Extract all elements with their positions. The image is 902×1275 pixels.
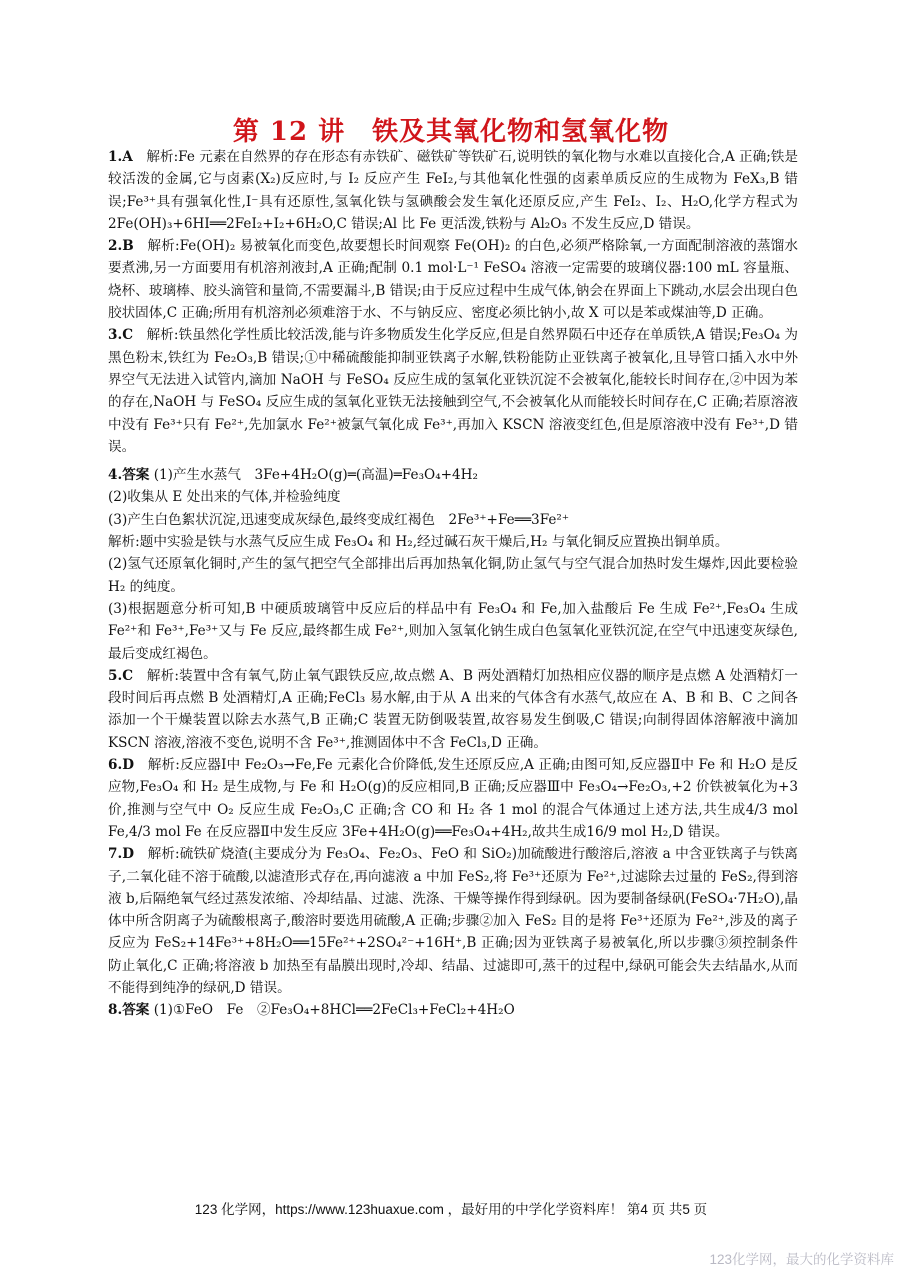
paragraph-text: 解析:反应器Ⅰ中 Fe₂O₃→Fe,Fe 元素化合价降低,发生还原反应,A 正确;由图可知,反应器Ⅱ中 Fe 和 H₂O 是反应物,Fe₃O₄ 和 H₂ 是生成物,与 Fe 和 H₂O(g)的反应相同,B 正确;反应器Ⅲ中 Fe₃O₄→Fe₂O₃,+2 价铁被氧化为+3 价,推测与空气中 O₂ 反应生成 Fe₂O₃,C 正确;含 CO 和 H₂ 各 1 mol 的混合气体通过上述方法,共生成4/3 mol Fe,4/3 mol Fe 在反应器Ⅱ中发生反应 3Fe+4H₂O(g)══Fe₃O₄+4H₂,故共生成16/9 mol H₂,D 错误。: [108, 757, 798, 840]
answer-number: 3.C: [108, 327, 134, 344]
paragraph: [108, 486, 798, 508]
answer-number: 8.答案: [108, 1002, 150, 1019]
paragraph: [108, 509, 798, 531]
paragraph: [108, 531, 798, 553]
paragraph: [108, 999, 798, 1021]
paragraph: [108, 553, 798, 598]
answer-number: 7.D: [108, 846, 134, 863]
paragraph-text: 解析:装置中含有氧气,防止氧气跟铁反应,故点燃 A、B 两处酒精灯加热相应仪器的顺序是点燃 A 处酒精灯一段时间后再点燃 B 处酒精灯,A 正确;FeCl₃ 易水解,由于从 A 出来的气体含有水蒸气,故应在 A、B 和 B、C 之间各添加一个干燥装置以除去水蒸气,B 正确;C 装置无防倒吸装置,故容易发生倒吸,C 错误;向制得固体溶解液中滴加 KSCN 溶液,溶液不变色,说明不含 Fe³⁺,推测固体中不含 FeCl₃,D 正确。: [108, 667, 798, 751]
paragraph: [108, 324, 798, 458]
paragraph-text: 解析:Fe 元素在自然界的存在形态有赤铁矿、磁铁矿等铁矿石,说明铁的氧化物与水难以直接化合,A 正确;铁是较活泼的金属,它与卤素(X₂)反应时,与 I₂ 反应产生 FeI₂,与其他氧化性强的卤素单质反应的生成物为 FeX₃,B 错误;Fe³⁺具有强氧化性,I⁻具有还原性,氢氧化铁与氢碘酸会发生氧化还原反应,产生 FeI₂、I₂、H₂O,化学方程式为 2Fe(OH)₃+6HI══2FeI₂+I₂+6H₂O,C 错误;Al 比 Fe 更活泼,铁粉与 Al₂O₃ 不发生反应,D 错误。: [108, 149, 798, 232]
page-title: 第 12 讲 铁及其氧化物和氢氧化物: [232, 117, 670, 147]
page-footer: 123 化学网，https://www.123huaxue.com ，最好用的中学化学资料库！ 第4 页 共5 页: [194, 1202, 708, 1217]
paragraph-text: (3)根据题意分析可知,B 中硬质玻璃管中反应后的样品中有 Fe₃O₄ 和 Fe,加入盐酸后 Fe 生成 Fe²⁺,Fe₃O₄ 生成 Fe²⁺和 Fe³⁺,Fe³⁺又与 Fe 反应,最终都生成 Fe²⁺,则加入氢氧化钠生成白色氢氧化亚铁沉淀,在空气中迅速变灰绿色,最后变成红褐色。: [108, 600, 798, 662]
paragraph-text: 解析:Fe(OH)₂ 易被氧化而变色,故要想长时间观察 Fe(OH)₂ 的白色,必须严格除氧,一方面配制溶液的蒸馏水要煮沸,另一方面要用有机溶剂液封,A 正确;配制 0.1 mol·L⁻¹ FeSO₄ 溶液一定需要的玻璃仪器:100 mL 容量瓶、烧杯、玻璃棒、胶头滴管和量筒,不需要漏斗,B 错误;由于反应过程中生成气体,钠会在界面上下跳动,水层会出现白色胶状固体,C 正确;所用有机溶剂必须难溶于水、不与钠反应、密度必须比钠小,故 X 可以是苯或煤油等,D 正确。: [108, 238, 798, 322]
paragraph-text: (2)氢气还原氧化铜时,产生的氢气把空气全部排出后再加热氧化铜,防止氢气与空气混合加热时发生爆炸,因此要检验 H₂ 的纯度。: [108, 556, 798, 595]
answer-number: 5.C: [108, 667, 134, 684]
paragraph-text: (3)产生白色絮状沉淀,迅速变成灰绿色,最终变成红褐色 2Fe³⁺+Fe══3Fe²⁺: [108, 511, 570, 528]
paragraph: [108, 843, 798, 999]
document-body: [108, 146, 798, 1022]
paragraph-text: 解析:题中实验是铁与水蒸气反应生成 Fe₃O₄ 和 H₂,经过碱石灰干燥后,H₂ 与氧化铜反应置换出铜单质。: [108, 534, 729, 551]
paragraph-text: (2)收集从 E 处出来的气体,并检验纯度: [108, 489, 341, 506]
answer-number: 1.A: [108, 149, 133, 165]
paragraph: [108, 146, 798, 235]
paragraph: [108, 754, 798, 843]
answer-number: 4.答案: [108, 467, 150, 484]
answer-number: 2.B: [108, 238, 134, 255]
paragraph-text: (1)产生水蒸气 3Fe+4H₂O(g)═(高温)═Fe₃O₄+4H₂: [149, 467, 478, 484]
paragraph-text: 解析:铁虽然化学性质比较活泼,能与许多物质发生化学反应,但是自然界陨石中还存在单质铁,A 错误;Fe₃O₄ 为黑色粉末,铁红为 Fe₂O₃,B 错误;①中稀硫酸能抑制亚铁离子水解,铁粉能防止亚铁离子被氧化,且导管口插入水中外界空气无法进入试管内,滴加 NaOH 与 FeSO₄ 反应生成的氢氧化亚铁沉淀不会被氧化,能较长时间存在,②中因为苯的存在,NaOH 与 FeSO₄ 反应生成的氢氧化亚铁无法接触到空气,不会被氧化从而能较长时间存在,C 正确;若原溶液中没有 Fe³⁺只有 Fe²⁺,先加氯水 Fe²⁺被氯气氧化成 Fe³⁺,再加入 KSCN 溶液变红色,但是原溶液中没有 Fe³⁺,D 错误。: [108, 327, 798, 455]
site-watermark: 123化学网，最大的化学资料库: [709, 1252, 894, 1267]
paragraph: [108, 235, 798, 324]
paragraph-text: (1)①FeO Fe ②Fe₃O₄+8HCl══2FeCl₃+FeCl₂+4H₂O: [149, 1002, 515, 1019]
paragraph: [108, 598, 798, 665]
paragraph: [108, 464, 798, 486]
answer-number: 6.D: [108, 757, 134, 774]
paragraph: [108, 665, 798, 754]
paragraph-text: 解析:硫铁矿烧渣(主要成分为 Fe₃O₄、Fe₂O₃、FeO 和 SiO₂)加硫酸进行酸溶后,溶液 a 中含亚铁离子与铁离子,二氧化硅不溶于硫酸,以滤渣形式存在,再向滤液 a 中加 FeS₂,将 Fe³⁺还原为 Fe²⁺,过滤除去过量的 FeS₂,得到溶液 b,后隔绝氧气经过蒸发浓缩、冷却结晶、过滤、洗涤、干燥等操作得到绿矾。因为要制备绿矾(FeSO₄·7H₂O),晶体中所含阴离子为硫酸根离子,酸溶时要选用硫酸,A 正确;步骤②加入 FeS₂ 目的是将 Fe³⁺还原为 Fe²⁺,涉及的离子反应为 FeS₂+14Fe³⁺+8H₂O══15Fe²⁺+2SO₄²⁻+16H⁺,B 正确;因为亚铁离子易被氧化,所以步骤③须控制条件防止氧化,C 正确;将溶液 b 加热至有晶膜出现时,冷却、结晶、过滤即可,蒸干的过程中,绿矾可能会失去结晶水,从而不能得到纯净的绿矾,D 错误。: [108, 846, 798, 996]
